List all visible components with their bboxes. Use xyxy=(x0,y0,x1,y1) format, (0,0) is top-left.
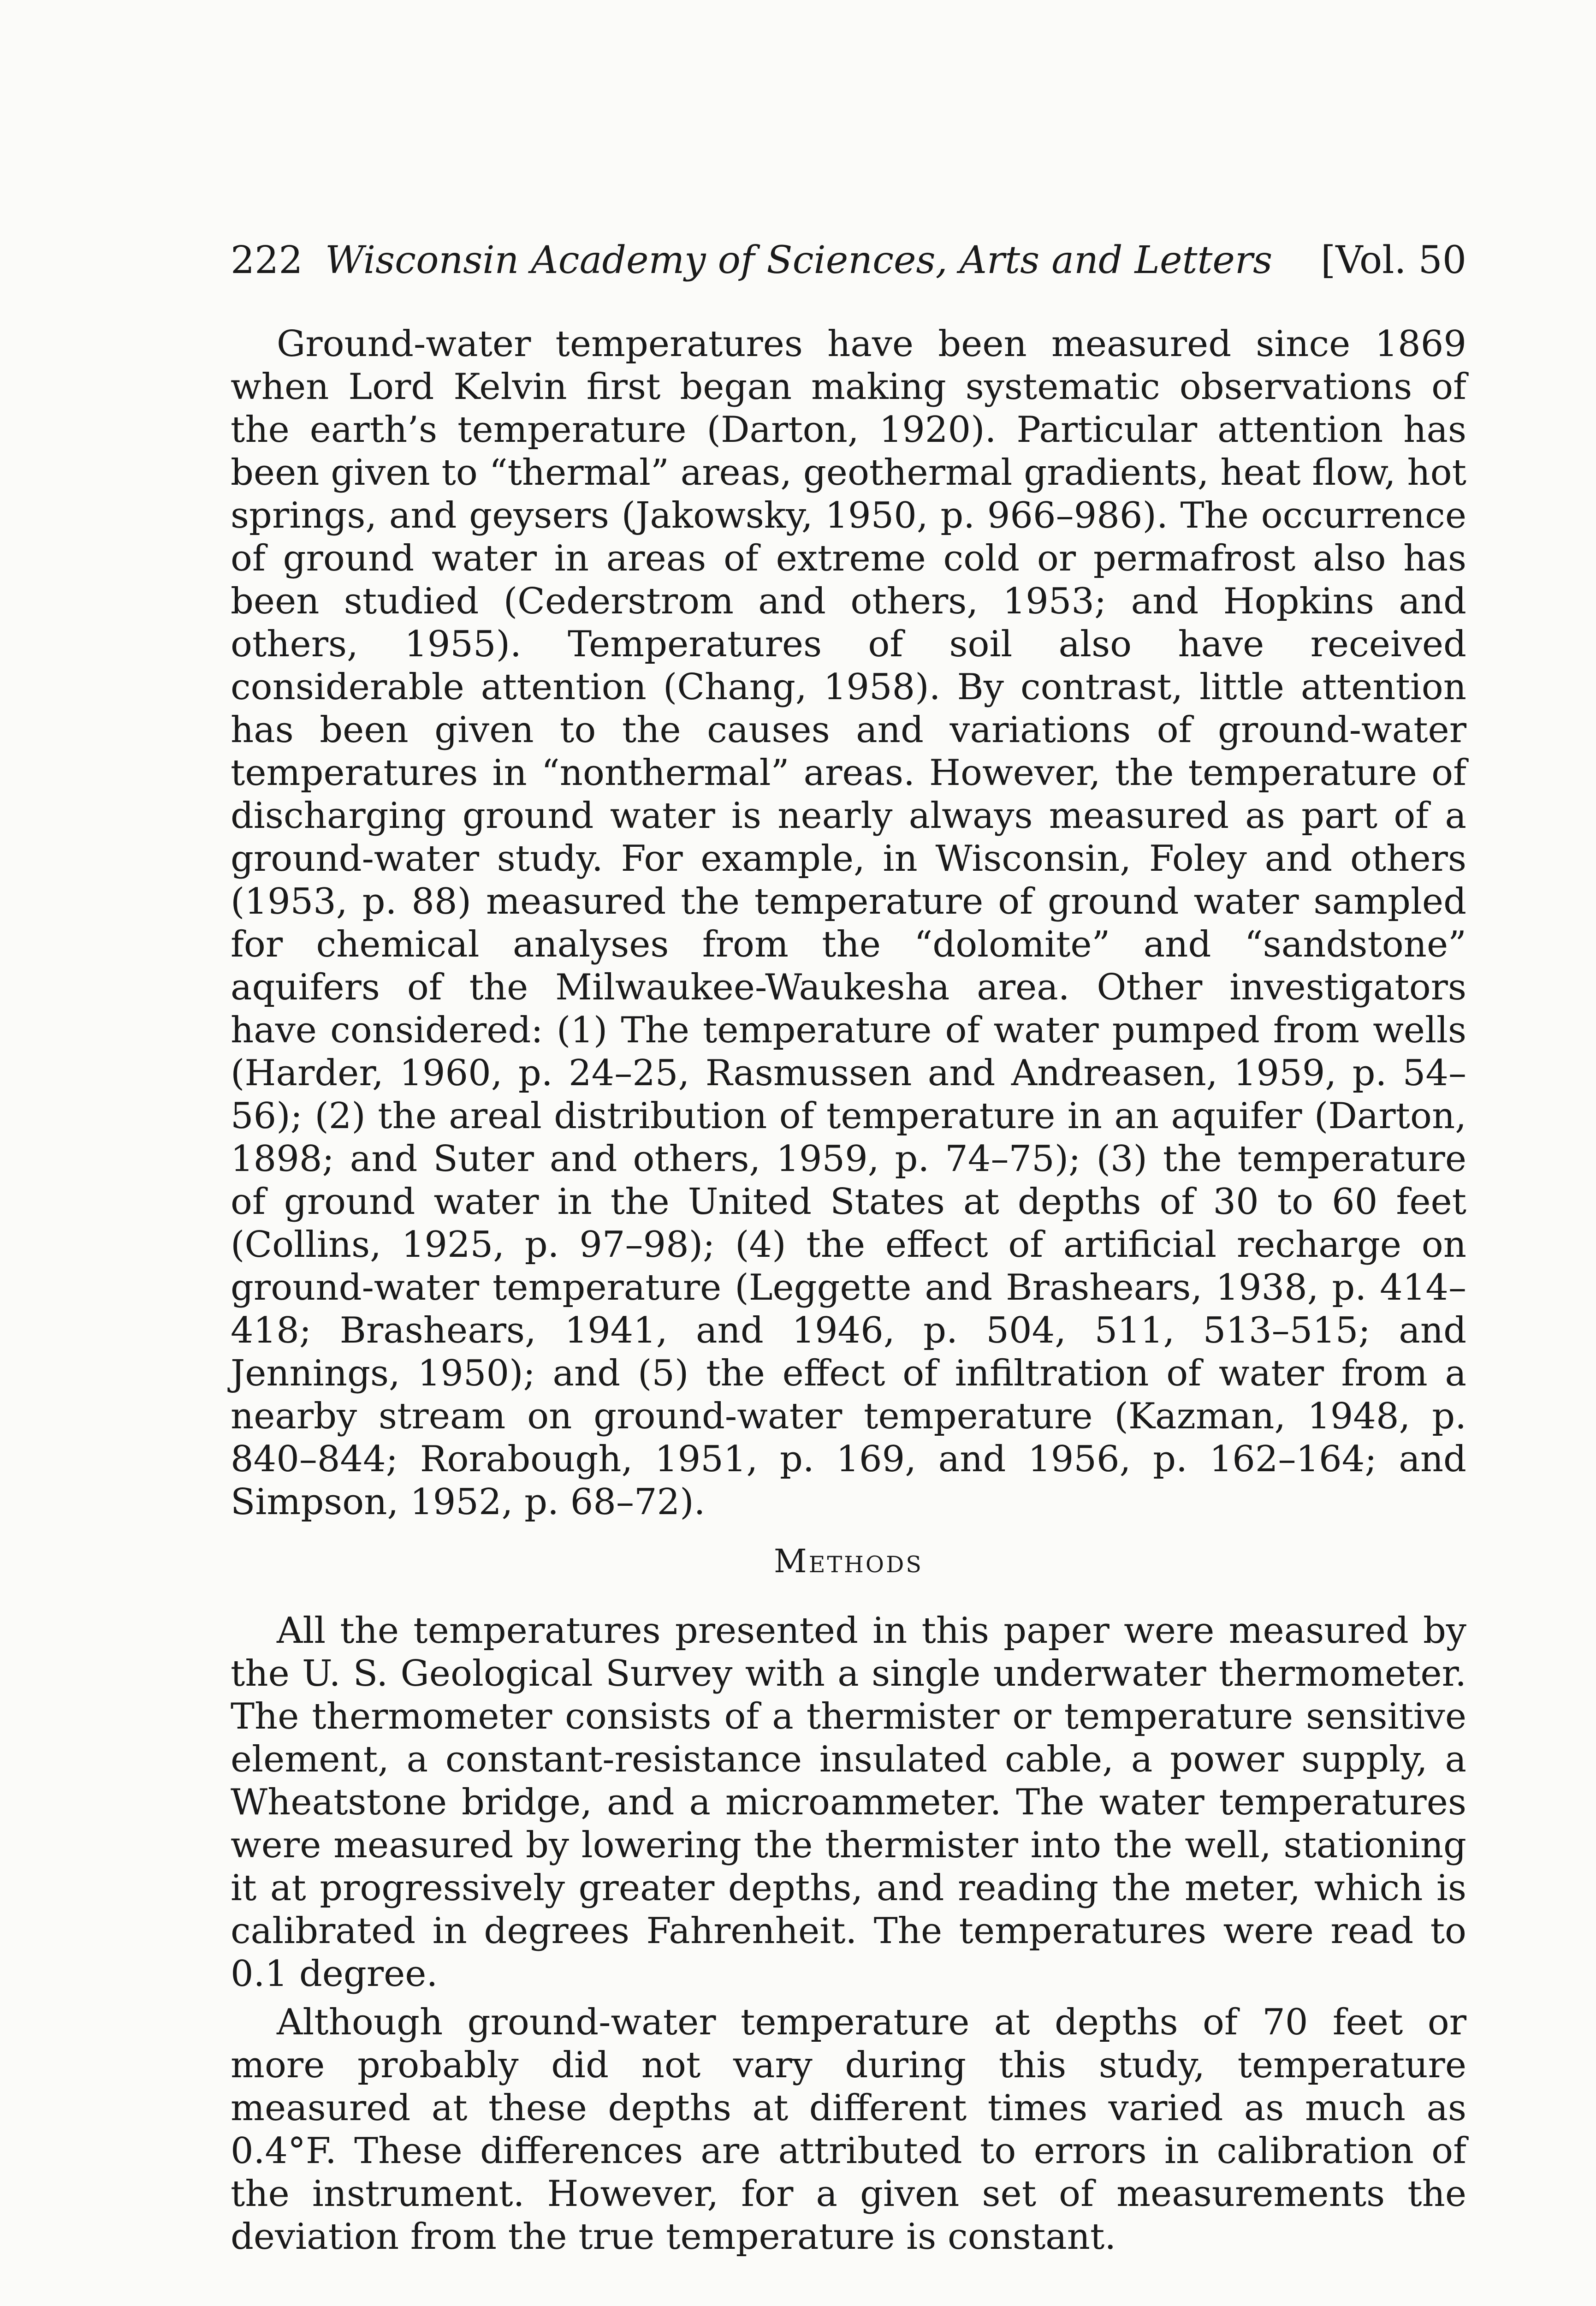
page-number: 222 xyxy=(231,238,303,282)
journal-title: Wisconsin Academy of Sciences, Arts and Letters xyxy=(325,238,1273,282)
volume-label: [Vol. 50 xyxy=(1321,238,1466,282)
running-header xyxy=(231,233,1466,288)
intro-section xyxy=(231,323,1466,1524)
intro-paragraph: Ground-water temperatures have been measured since 1869 when Lord Kelvin first began making systematic observations of the earth’s temperature (Darton, 1920). Particular attention has been given to “thermal” areas, geothermal gradients, heat flow, hot springs, and geysers (Jakowsky, 1950, p. 966–986). The occurrence of ground water in areas of extreme cold or permafrost also has been studied (Cederstrom and others, 1953; and Hopkins and others, 1955). Temperatures of soil also have received considerable attention (Chang, 1958). By contrast, little attention has been given to the causes and variations of ground-water temperatures in “nonthermal” areas. However, the temperature of discharging ground water is nearly always measured as part of a ground-water study. For example, in Wisconsin, Foley and others (1953, p. 88) measured the temperature of ground water sampled for chemical analyses from the “dolomite” and “sandstone” aquifers of the Milwaukee-Waukesha area. Other investigators have considered: (1) The temperature of water pumped from wells (Harder, 1960, p. 24–25, Rasmussen and Andreasen, 1959, p. 54–56); (2) the areal distribution of temperature in an aquifer (Darton, 1898; and Suter and others, 1959, p. 74–75); (3) the temperature of ground water in the United States at depths of 30 to 60 feet (Collins, 1925, p. 97–98); (4) the effect of artificial recharge on ground-water temperature (Leggette and Brashears, 1938, p. 414–418; Brashears, 1941, and 1946, p. 504, 511, 513–515; and Jennings, 1950); and (5) the effect of infiltration of water from a nearby stream on ground-water temperature (Kazman, 1948, p. 840–844; Rorabough, 1951, p. 169, and 1956, p. 162–164; and Simpson, 1952, p. 68–72). xyxy=(231,323,1466,1523)
methods-paragraph-2: Although ground-water temperature at depths of 70 feet or more probably did not vary during this study, temperature measured at these depths at different times varied as much as 0.4°F. These differences are attributed to errors in calibration of the instrument. However, for a given set of measurements the deviation from the true temperature is constant. xyxy=(231,2002,1466,2258)
section-heading-methods: Methods xyxy=(774,1542,923,1580)
methods-paragraph-1: All the temperatures presented in this paper were measured by the U. S. Geological Survey with a single underwater thermometer. The thermometer consists of a thermister or temperature sensitive element, a constant-resistance insulated cable, a power supply, a Wheatstone bridge, and a microammeter. The water temperatures were measured by lowering the thermister into the well, stationing it at progressively greater depths, and reading the meter, which is calibrated in degrees Fahrenheit. The temperatures were read to 0.1 degree. xyxy=(231,1610,1466,1995)
methods-section xyxy=(231,1610,1466,2258)
